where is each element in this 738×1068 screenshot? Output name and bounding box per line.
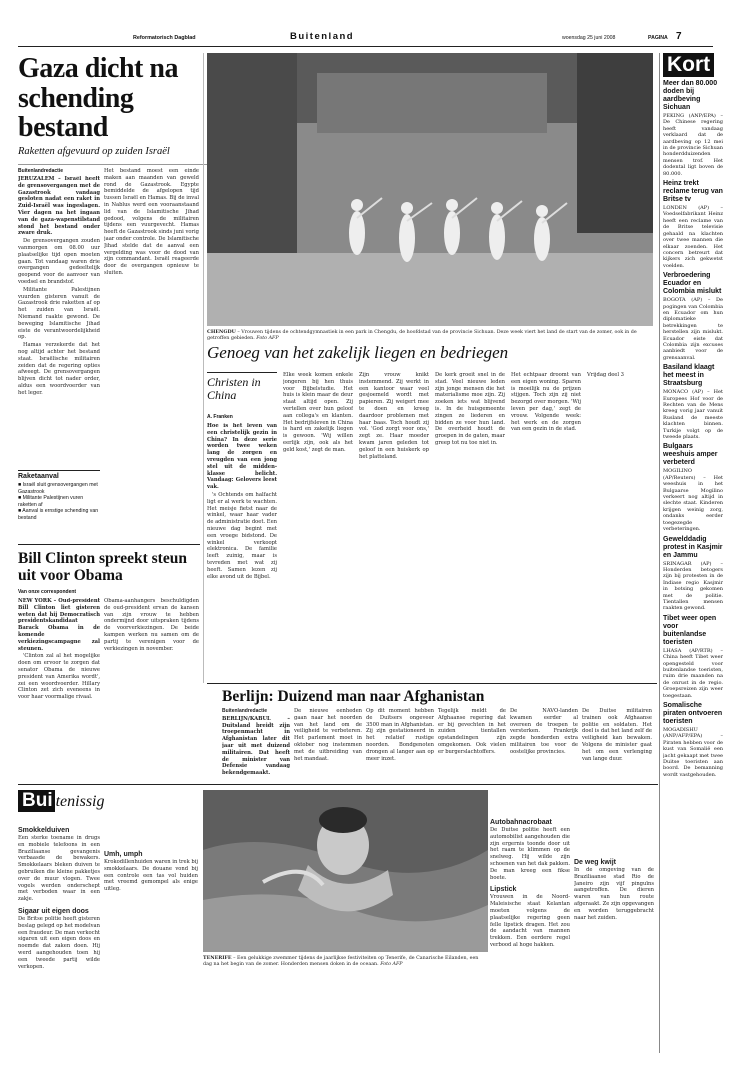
china-column-2 [283,372,353,675]
berlijn-paragraph: Op dit moment hebben de Duitsers ongeveer 3500 man in Afghanistan. Zij zijn gestationeerd in het relatief rustige noorden. Bondgenoten drongen al langer aan op meer inzet. [366,708,434,762]
berlijn-paragraph: De NAVO-landen kwamen eerder al overeen de troepen te versterken. Frankrijk zegde honderden extra militairen toe voor de oostelijke provincies. [510,708,578,755]
gaza-paragraph: Het bestand moest een einde maken aan maanden van geweld rond de Gazastrook. Egypte bemiddelde de afgelopen tijd tussen Israël en Hamas. Bij de inval in Nablus werd een vooraanstaand lid van de Islamitische Jihad gedood, volgens de militairen tijdens een vuurgevecht. Hamas heeft de Gazastrook sinds juni vorig jaar onder controle. De Islamitische Jihad stelde dat de aanval een vergelding was voor de dood van zijn commandant. Israël reageerde door de overgangen opnieuw te sluiten. [104,168,199,276]
buitenissig-column-1 [18,826,100,1056]
kort-item-text: BOGOTA (AP) – De pogingen van Colombia en Ecuador om hun diplomatieke betrekkingen te herstellen zijn mislukt. Ecuador eiste dat Colombia zijn excuses aanbiedt voor de grensaanval. [663,297,723,361]
china-headline: Genoeg van het zakelijk liegen en bedriegen [207,343,509,362]
buitenissig-item-text: In de omgeving van de Braziliaanse stad Rio de Janeiro zijn vijf pinguïns aangetroffen. De dieren waren van hun route afgeraakt. Ze zijn opgevangen en worden teruggebracht naar het zuiden. [574,867,654,921]
china-paragraph: 's Ochtends om halfacht ligt er al werk te wachten. Het meisje fietst naar de winkel, waar haar vader de administratie doet. Een nieuwe dag begint met een vroege bidstond. De winkel verkoopt elektronica. De familie leeft zuinig, maar is tevreden met wat zij heeft. Samen lezen zij elke avond uit de Bijbel. [207,491,277,580]
kort-sidebar [663,53,723,1058]
china-paragraph: Zijn vrouw knikt instemmend. Zij werkt in een kantoor waar veel gesjoemeld wordt met papieren. Zij weigert mee te doen en kreeg daardoor problemen met haar baas. Toch houdt zij vol. 'God zorgt voor ons,' zegt ze. Haar moeder kwam jaren geleden tot geloof in een huiskerk op het platteland. [359,372,429,460]
china-paragraph: Het echtpaar droomt van een eigen woning. Sparen is moeilijk nu de prijzen stijgen. Toch zijn zij niet bezorgd over morgen. 'Wij leven per dag,' zegt de vrouw. Volgende week: het werk en de zorgen van een gezin in de stad. [511,372,581,433]
buitenissig-item-title: Lipstick [490,886,517,894]
kort-item-title: Tibet weer open voor buitenlandse toeristen [663,614,717,646]
china-paragraph: Elke week komen enkele jongeren bij hen thuis voor Bijbelstudie. Het huis is klein maar de deur staat altijd open. Zij vertellen over hun geloof aan collega's en klanten. Het bedrijfsleven in China is hard en zakelijk liegen is gewoon. 'Wij willen eerlijk zijn, ook als het geld kost,' zegt de man. [283,372,353,453]
caption-text: – Een gelukkige zwemmer tijdens de jaarlijkse festiviteiten op Tenerife, de Canarische Eilanden, een dag na het begin van de zomer. Honderden mensen doken in de oceaan. [203,956,479,967]
raketaanval-title: Raketaanval [18,473,59,480]
raketaanval-item: ■ Israël sluit grensovergangen met Gazastrook [18,482,98,495]
china-column-5 [511,372,581,675]
kort-item [663,272,723,361]
tenerife-caption [203,955,488,968]
berlijn-paragraph: Tegelijk meldt de Afghaanse regering dat er bij gevechten in het zuiden tientallen opstandelingen zijn omgekomen. Ook vielen er burgerslachtoffers. [438,708,506,755]
buitenissig-logo-a: Bui [18,790,55,812]
buitenissig-item-title: Umh, umph [104,851,143,858]
kort-item-title: Heinz trekt reclame terug van Britse tv [663,180,723,204]
gaza-paragraph: Hamas verzekerde dat het nog altijd achter het bestand staat. Israëlische militairen zeiden dat de regering opties afweegt. De grensovergangen blijven dicht tot nader order, aldus een woordvoerder van het leger. [18,342,100,396]
raketaanval-rule [18,470,100,471]
berlijn-column-3 [366,708,434,778]
caption-label: TENERIFE [203,955,232,961]
berlijn-headline: Berlijn: Duizend man naar Afghanistan [222,688,485,705]
china-lead: Hoe is het leven van een christelijk gezin in China? In deze serie worden twee weken lang de zorgen en vreugden van een jong stel uit de midden-klasse belicht. Vandaag: Gelovers leest vak. [207,423,277,491]
section-rule [207,683,657,684]
buitenissig-item-text: De Duitse politie heeft een automobilist aangehouden die zijn ergernis toonde door uit het raam te klimmen op de snelweg. Hij wilde zijn schoenen van het dak pakken. De man kreeg een fikse boete. [490,827,570,881]
kort-item-title: Verbroedering Ecuador en Colombia mislukt [663,272,722,296]
berlijn-column-1 [222,708,290,778]
gaza-column-2 [104,168,199,538]
buitenissig-item-title: De weg kwijt [574,859,617,866]
header-rule [18,46,713,47]
china-photo-note: Vrijdag deel 3 [587,372,624,378]
clinton-lead: NEW YORK – Oud-president Bill Clinton liet gisteren weten dat hij Democratisch presidentskandidaat Barack Obama in de komende verkiezingscampagne zal steunen. [18,598,100,652]
berlijn-lead: BERLIJN/KABUL – Duitsland breidt zijn troepenmacht in Afghanistan later dit jaar uit met duizend militairen. Dat heeft de minister van Defensie vandaag bekendgemaakt. [222,715,290,777]
buitenissig-logo [18,790,105,814]
buitenissig-item-text: Vrouwen in de Noord-Maleisische staat Kelantan moeten volgens de plaatselijke regering geen felle lipstick dragen. Het zou de aandacht van mannen trekken. Een eerdere regel verbood al hoge hakken. [490,894,570,948]
berlijn-paragraph: De Duitse militairen trainen ook Afghaanse politie en soldaten. Het doel is dat het land zelf de veiligheid kan bewaken. Volgens de minister gaat het om een verlenging van lange duur. [582,708,652,762]
raketaanval-list [18,482,100,522]
berlijn-column-5 [510,708,578,778]
kort-item [663,702,723,778]
section-rule [18,544,200,545]
gaza-subhead: Raketten afgevuurd op zuiden Israël [18,146,170,157]
kort-item-text: PEKING (ANP/EPA) – De Chinese regering heeft vandaag verklaard dat de aardbeving op 12 mei in de provincie Sichuan honderdduizenden mensen trof. Het dodental ligt boven de 80.000. [663,113,723,177]
chengdu-photo-graphic [207,53,653,326]
kort-item-title: Somalische piraten ontvoeren toeristen [663,702,723,725]
kort-item [663,80,723,177]
buitenissig-logo-b: tenissig [55,793,105,810]
clinton-headline: Bill Clinton spreekt steun uit voor Obama [18,550,187,584]
gaza-column-1 [18,176,100,438]
kort-item [663,536,723,612]
kort-item [663,364,723,440]
kort-item-text: LONDEN (AP) – Voedselfabrikant Heinz heeft een reclame van de Britse televisie gehaald na klachten over twee mannen die elkaar zoenden. Het concern betreurt dat kijkers zich gekwetst voelden. [663,205,723,269]
buitenissig-item-title: Autobahnacrobaat [490,819,552,826]
china-column-1 [207,423,277,675]
china-paragraph: De kerk groeit snel in de stad. Veel nieuwe leden zijn jonge mensen die het materialisme moe zijn. Zij zoeken iets wat blijvend is. In de huisgemeente zingen ze liederen en bidden ze voor hun land. De overheid houdt de groepen in de gaten, maar greep tot nu toe niet in. [435,372,505,446]
header-date: woensdag 25 juni 2008 [562,35,616,41]
tenerife-photo-graphic [203,790,488,952]
tenerife-photo [203,790,488,952]
clinton-column-1 [18,598,100,738]
column-divider [203,53,204,683]
china-column-6 [587,372,657,675]
berlijn-byline: Buitenlandredactie [222,708,268,714]
buitenissig-item-title: Smokkelduiven [18,827,70,834]
berlijn-column-2 [294,708,362,778]
buitenissig-column-3 [490,790,570,1055]
masthead: Reformatorisch Dagblad [133,35,196,41]
berlijn-column-4 [438,708,506,778]
kort-item-title: Gewelddadig protest in Kasjmir en Jammu [663,535,723,559]
gaza-byline: Buitenlandredactie [18,168,64,174]
photo-credit: Foto AFP [256,336,279,341]
gaza-paragraph: De grensovergangen zouden vanmorgen om 08.00 uur plaatselijke tijd open moeten gaan. Tot vandaag waren drie overgangen gedeeltelijk geopend voor de aanvoer van voedsel en brandstof. [18,238,100,285]
clinton-column-2 [104,598,199,738]
page-label: PAGINA [648,35,668,41]
kort-item [663,443,723,532]
china-byline: A. Franken [207,414,233,420]
raketaanval-item: ■ Militante Palestijnen vuren raketten af [18,495,84,508]
section-rule [18,784,658,785]
buitenissig-column-2 [104,790,198,1050]
buitenissig-item-text: Een sterke toename in drugs en mobiele telefoons in een Braziliaanse gevangenis verbaasde de bewakers. Smokkelaars bleken duiven te gebruiken die kleine pakketjes over de muur vlogen. Twee vogels werden onderschept met verboden waar in een zakje. [18,835,100,903]
clinton-byline: Van onze correspondent [18,589,77,595]
kort-item-text: MOGADISHU (ANP/AFP/EPA) – Piraten hebben voor de kust van Somalië een jacht gekaapt met twee Duitse toeristen aan boord. De bemanning wordt vastgehouden. [663,727,723,778]
photo-credit: Foto AFP [380,962,403,967]
raketaanval-box [18,470,100,540]
china-series-label: Christen in China [207,375,261,402]
kort-item-text: SRINAGAR (AP) – Honderden betogers zijn bij protesten in de Indiase regio Kasjmir in botsing gekomen met de politie. Tientallen mensen raakten gewond. [663,560,723,612]
kort-item-title: Basiland klaagt het meest in Straatsburg [663,364,715,388]
section-title: Buitenland [290,31,355,42]
chengdu-photo [207,53,653,326]
kort-item-text: LHASA (AP/RTR) – China heeft Tibet weer opengesteld voor buitenlandse toeristen, ruim drie maanden na de onrust in de regio. Groepsreizen zijn weer toegestaan. [663,647,723,699]
clinton-paragraph: Obama-aanhangers beschuldigden de oud-president ervan de kansen van zijn vrouw te hebben ondermijnd door uitspraken tijdens de voorverkiezingen. De beide kampen werken nu samen om de partij te verenigen voor de verkiezingen in november. [104,598,199,652]
gaza-headline: Gaza dicht na schending bestand [18,53,178,143]
kort-item-text: MONACO (AP) – Het Europees Hof voor de Rechten van de Mens kreeg vorig jaar vanuit Rusland de meeste klachten binnen. Turkije volgt op de tweede plaats. [663,389,723,441]
raketaanval-item: ■ Aanval is ernstige schending van bestand [18,508,99,521]
china-column-4 [435,372,505,675]
caption-label: CHENGDU [207,329,236,335]
china-series-box [207,372,277,407]
buitenissig-item-text: Krokodillenhuiden waren in trek bij smokkelaars. De douane vond bij een controle een tas vol huiden met vreemd gemompel als enige uitleg. [104,859,198,893]
buitenissig-item-title: Sigaar uit eigen doos [18,907,89,915]
page-number: 7 [676,31,682,42]
buitenissig-column-4 [574,790,654,1055]
berlijn-column-6 [582,708,652,778]
caption-text: – Vrouwen tijdens de ochtendgymnastiek in een park in Chengdu, de hoofdstad van de provincie Sichuan. Deze week viert het land de start van de zomer, ook in de getroffen gebieden. [207,330,637,341]
buitenissig-item-text: De Britse politie heeft gisteren beslag gelegd op het modelvan een fraudeur. De man verkocht sigaren uit een eigen doos en noemde dat zaken doen. Hij werd aangehouden toen hij een tweede partij wilde verkopen. [18,915,100,970]
column-divider [659,53,660,1053]
berlijn-paragraph: De nieuwe eenheden gaan naar het noorden van het land om de veiligheid te verbeteren. Het parlement moet in oktober nog instemmen met de uitbreiding van het mandaat. [294,708,362,762]
kort-item [663,180,723,269]
kort-title: Kort [663,53,714,77]
chengdu-caption [207,329,653,342]
gaza-lead: JERUZALEM – Israël heeft de grensovergangen met de Gazastrook vandaag gesloten nadat een raket in Zuid-Israël was ingeslagen. Vier dagen na het ingaan van de gaza-wapenstilstand stond het bestand onder zware druk. [18,176,100,237]
gaza-rule [18,164,208,165]
clinton-paragraph: 'Clinton zal al het mogelijke doen om ervoor te zorgen dat senator Obama de nieuwe president van Amerika wordt', zei een woordvoerder. Hillary Clinton zet zich eveneens in voor haar voormalige rivaal. [18,653,100,701]
kort-item-title: Meer dan 80.000 doden bij aardbeving Sichuan [663,80,718,111]
kort-item [663,615,723,699]
kort-item-text: MOGILINO (AP/Reuters) – Het weeshuis in het Bulgaarse Mogilino verkeert nog altijd in slechte staat. Kinderen krijgen weinig zorg, ondanks eerder toegezegde verbeteringen. [663,468,723,533]
china-column-3 [359,372,429,675]
kort-item-title: Bulgaars weeshuis amper verbeterd [663,443,718,467]
gaza-paragraph: Militante Palestijnen vuurden gisteren vanuit de Gazastrook drie raketten af op het zuiden van Israël. Niemand raakte gewond. De beweging Islamitische Jihad eiste de verantwoordelijkheid op. [18,286,100,341]
